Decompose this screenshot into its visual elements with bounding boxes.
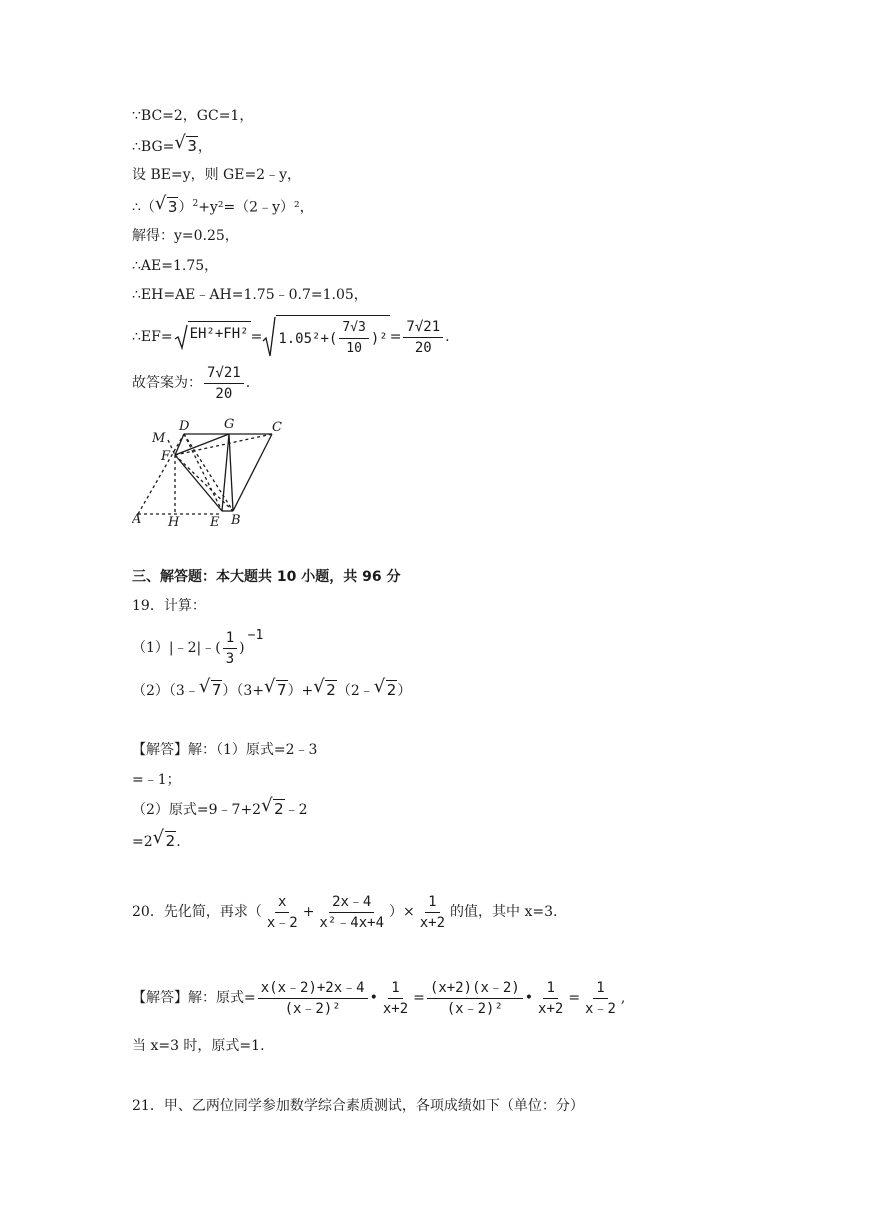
radicand: 2 (165, 832, 176, 850)
numerator: 7√3 (339, 318, 368, 339)
sqrt-symbol (156, 197, 179, 218)
denominator: x+2 (382, 1000, 409, 1017)
point-label-d: D (179, 419, 190, 434)
numerator: x(x﹣2)+2x﹣4 (258, 978, 368, 999)
radicand: 7 (277, 681, 287, 699)
radicand: EH²+FH² (188, 321, 251, 344)
question-19-part-2 (132, 680, 411, 701)
sqrt-symbol (262, 799, 285, 820)
fraction (339, 318, 368, 359)
numerator: (x+2)(x﹣2) (427, 978, 523, 999)
point-label-b: B (231, 513, 241, 528)
radicand: 2 (274, 800, 284, 818)
fraction (403, 317, 443, 358)
point-label-g: G (224, 417, 235, 432)
text-span: ∴EF= (132, 329, 173, 345)
point-label-c: C (272, 420, 282, 435)
numerator: 2x﹣4 (329, 892, 374, 913)
answer-20-line-2: 当 x=3 时，原式=1. (132, 1038, 265, 1054)
text-span: ）+ (287, 683, 314, 699)
denominator: 3 (225, 650, 235, 667)
denominator: x﹣2 (266, 914, 298, 931)
numerator: 1 (223, 628, 237, 649)
point-label-m: M (152, 431, 166, 446)
sqrt-symbol (314, 680, 337, 701)
question-20 (132, 890, 557, 934)
fraction (223, 628, 237, 669)
numerator: x (275, 892, 289, 913)
text-span: 1.05²+( (278, 330, 338, 347)
answer-20 (132, 974, 625, 1022)
text-line: 设 BE=y，则 GE=2﹣y， (132, 167, 301, 183)
text-span: = (413, 990, 425, 1006)
denominator: (x﹣2)² (284, 1000, 341, 1017)
sqrt-icon (262, 316, 276, 358)
point-label-a: A (132, 512, 142, 527)
text-span: ）（3+ (222, 683, 265, 699)
sqrt-symbol (375, 680, 398, 701)
radicand-group (276, 315, 389, 359)
text-span: 故答案为： (132, 375, 202, 391)
text-span: ） (178, 199, 193, 216)
answer-line (132, 362, 250, 404)
numerator: 1 (593, 978, 607, 999)
radicand: 2 (386, 681, 397, 699)
denominator: 20 (414, 339, 432, 356)
fraction (427, 978, 523, 1019)
fraction (258, 978, 368, 1019)
text-span: （1）|﹣2|﹣( (132, 640, 221, 656)
text-span: + (302, 904, 315, 920)
denominator: 20 (215, 385, 233, 402)
text-line (132, 194, 314, 218)
text-span: = (568, 990, 581, 1006)
point-label-h: H (168, 515, 180, 530)
sqrt-symbol (265, 680, 288, 701)
numerator: 1 (425, 892, 439, 913)
answer-19-line-2: =﹣1； (132, 772, 181, 788)
text-span: ∴（ (132, 199, 155, 216)
question-19: 19．计算： (132, 598, 206, 614)
exponent: 2 (192, 199, 199, 209)
ef-formula (132, 316, 450, 358)
fraction (380, 978, 411, 1019)
fraction (264, 892, 301, 933)
text-span: • (524, 990, 534, 1006)
text-span: • (369, 990, 378, 1006)
fraction (582, 978, 619, 1019)
sqrt-icon (174, 324, 188, 350)
text-span: （2﹣ (336, 683, 374, 699)
denominator: (x﹣2)² (446, 1000, 503, 1017)
numerator: 7√21 (204, 363, 244, 384)
point-label-e: E (210, 515, 220, 530)
radicand: 3 (187, 137, 197, 155)
text-span: ﹣2 (284, 802, 308, 818)
text-span: =2 (132, 834, 153, 850)
text-span: ， (197, 139, 212, 155)
denominator: x﹣2 (585, 1000, 616, 1017)
text-span: +y²=（2﹣y）²， (198, 199, 314, 216)
text-span: 20．先化简，再求（ (132, 904, 262, 920)
point-label-f: F (161, 449, 171, 464)
numerator: 1 (388, 978, 402, 999)
fraction (535, 978, 566, 1019)
denominator: x+2 (538, 1000, 564, 1017)
geometry-figure (132, 414, 292, 530)
fraction (316, 892, 387, 933)
text-span: （2）原式=9﹣7+2 (132, 802, 262, 818)
text-span: = (389, 329, 402, 345)
numerator: 7√21 (403, 317, 443, 338)
denominator: x²﹣4x+4 (319, 914, 384, 931)
sqrt-symbol (175, 136, 198, 157)
denominator: 10 (346, 341, 362, 356)
numerator: 1 (543, 978, 557, 999)
sqrt-symbol (154, 831, 177, 852)
text-line: 解得：y=0.25， (132, 228, 239, 244)
text-span: = (250, 329, 263, 345)
answer-19-line-3 (132, 799, 308, 820)
text-line: ∴EH=AE﹣AH=1.75﹣0.7=1.05， (132, 287, 368, 303)
text-line: ∵BC=2，GC=1， (132, 108, 254, 124)
radicand: 2 (326, 681, 336, 699)
text-span: 【解答】解：原式= (132, 990, 256, 1006)
text-span: , (620, 990, 626, 1006)
text-span: ） (397, 683, 412, 699)
question-21: 21．甲、乙两位同学参加数学综合素质测试，各项成绩如下（单位：分） (132, 1098, 584, 1114)
exponent: −1 (247, 628, 264, 643)
text-span: ) (239, 640, 245, 656)
text-span: )² (370, 330, 388, 347)
fraction (204, 363, 244, 404)
text-line (132, 136, 212, 157)
radicand: 3 (167, 197, 178, 216)
text-span: （2）（3﹣ (132, 683, 199, 699)
text-span: ∴BG= (132, 139, 175, 155)
answer-19-line-4 (132, 831, 181, 852)
sqrt-symbol (200, 680, 223, 701)
radicand: 7 (211, 681, 222, 699)
text-span: . (245, 375, 251, 391)
text-span: . (445, 329, 450, 345)
question-19-part-1 (132, 626, 263, 670)
text-span: 的值，其中 x=3. (450, 904, 558, 920)
text-line: ∴AE=1.75， (132, 258, 219, 274)
fraction (417, 892, 448, 933)
answer-19-line-1: 【解答】解：（1）原式=2﹣3 (132, 742, 318, 758)
denominator: x+2 (419, 914, 446, 931)
text-span: . (176, 834, 181, 850)
text-span: ）× (389, 904, 415, 920)
section-heading: 三、解答题：本大题共 10 小题，共 96 分 (132, 569, 401, 585)
